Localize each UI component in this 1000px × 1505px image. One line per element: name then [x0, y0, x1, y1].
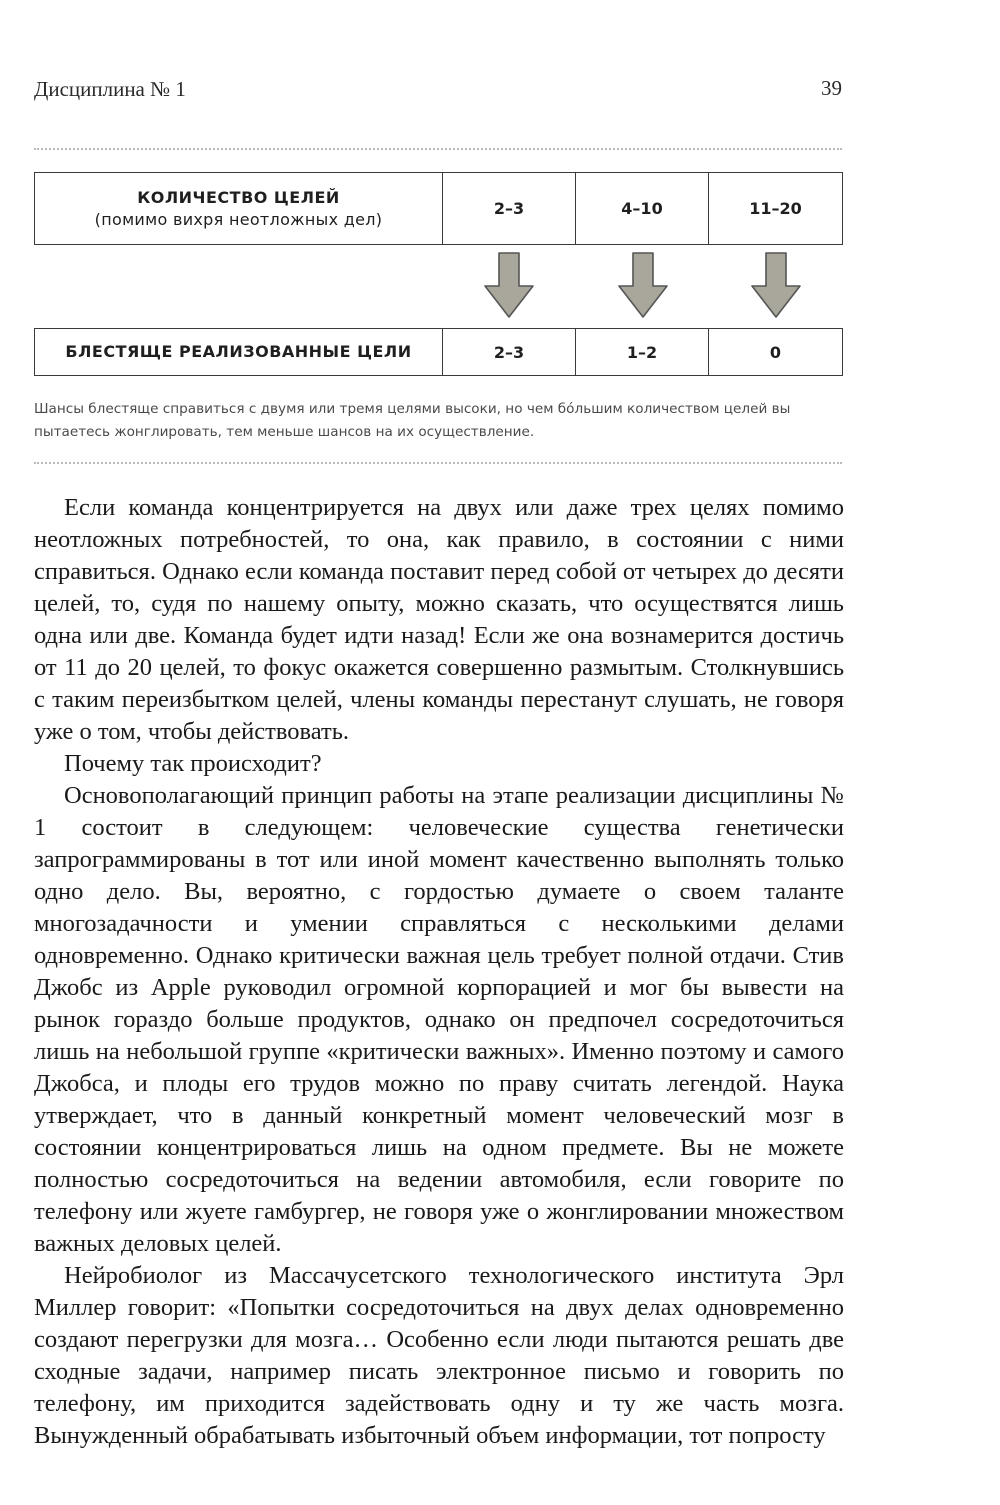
goals-count-label-cell	[35, 173, 443, 245]
goals-count-value: 2–3	[443, 173, 576, 245]
figure-caption: Шансы блестяще справиться с двумя или тремя целями высоки, но чем бóльшим количеством целей вы пытаетесь жонглировать, тем меньше шансов на их осуществление.	[34, 401, 791, 440]
paragraph: Почему так происходит?	[64, 750, 322, 777]
figure-bottom-divider	[34, 462, 842, 464]
paragraph: Если команда концентрируется на двух или даже трех целях помимо неотложных потребностей, то она, как правило, в состоянии с ними справиться. Однако если команда поставит перед собой от четырех до десяти целей, то, судя по нашему опыту, можно сказать, что осуществятся лишь одна или две. Команда будет идти назад! Если же она вознамерится достичь от 11 до 20 целей, то фокус окажется совершенно размытым. Столкнувшись с таким переизбытком целей, члены команды перестанут слушать, не говоря уже о том, чтобы действовать.	[34, 494, 844, 745]
achieved-goals-label: БЛЕСТЯЩЕ РЕАЛИЗОВАННЫЕ ЦЕЛИ	[35, 329, 443, 376]
running-header-title: Дисциплина № 1	[34, 77, 186, 101]
paragraph: Нейробиолог из Массачусетского технологического института Эрл Миллер говорит: «Попытки сосредоточиться на двух делах одновременно создают перегрузки для мозга… Особенно если люди пытаются решать две сходные задачи, например писать электронное письмо и говорить по телефону, им приходится задействовать одну и ту же часть мозга. Вынужденный обрабатывать избыточный объем информации, тот попросту	[34, 1262, 844, 1449]
down-arrow-icon	[751, 252, 801, 318]
body-text	[34, 492, 844, 1452]
figure-top-divider	[34, 148, 842, 150]
paragraph: Основополагающий принцип работы на этапе реализации дисциплины № 1 состоит в следующем: человеческие существа генетически запрограммированы в тот или иной момент качественно выполнять только одно дело. Вы, вероятно, с гордостью думаете о своем таланте многозадачности и умении справляться с несколькими делами одновременно. Однако критически важная цель требует полной отдачи. Стив Джобс из Apple руководил огромной корпорацией и мог бы вывести на рынок гораздо больше продуктов, однако он предпочел сосредоточиться лишь на небольшой группе «критически важных». Именно поэтому и самого Джобса, и плоды его трудов можно по праву считать легендой. Наука утверждает, что в данный конкретный момент человеческий мозг в состоянии концентрироваться лишь на одном предмете. Вы не можете полностью сосредоточиться на ведении автомобиля, если говорите по телефону или жуете гамбургер, не говоря уже о жонглировании множеством важных деловых целей.	[34, 782, 844, 1257]
down-arrow-icon	[618, 252, 668, 318]
goals-count-label: КОЛИЧЕСТВО ЦЕЛЕЙ	[137, 187, 340, 207]
down-arrow-icon	[484, 252, 534, 318]
achieved-goals-value: 1–2	[576, 329, 709, 376]
goals-count-sublabel: (помимо вихря неотложных дел)	[94, 209, 383, 229]
goals-count-value: 11–20	[709, 173, 843, 245]
achieved-goals-value: 2–3	[443, 329, 576, 376]
achieved-goals-table	[34, 328, 843, 376]
achieved-goals-value: 0	[709, 329, 843, 376]
page-number: 39	[821, 76, 842, 100]
goals-count-table	[34, 172, 843, 245]
goals-count-value: 4–10	[576, 173, 709, 245]
